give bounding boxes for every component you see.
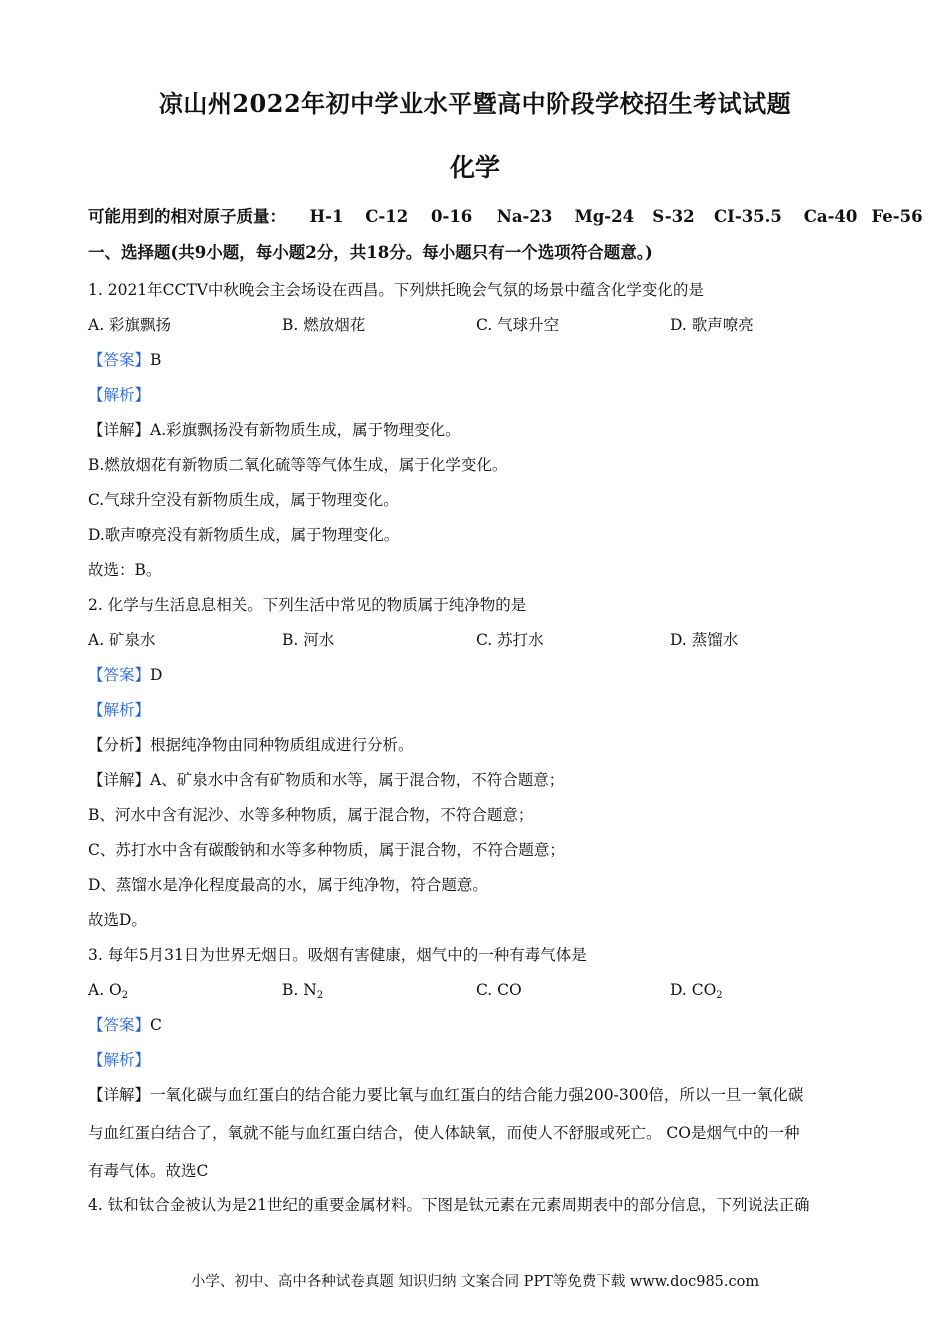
atomic-mass-item: Ca-40 [803,207,858,226]
section-heading: 一、选择题(共9小题，每小题2分，共18分。每小题只有一个选项符合题意。) [88,243,653,262]
q2-analysis [88,735,868,755]
q2-detail-c: C、苏打水中含有碳酸钠和水等多种物质，属于混合物，不符合题意； [88,841,565,859]
q2-detail-d: D、蒸馏水是净化程度最高的水，属于纯净物，符合题意。 [88,876,488,894]
q1-answer [88,350,868,370]
q3-answer [88,1015,868,1035]
question-3-stem: 3. 每年5月31日为世界无烟日。吸烟有害健康，烟气中的一种有毒气体是 [88,946,587,964]
q2-detail-b: B、河水中含有泥沙、水等多种物质，属于混合物，不符合题意； [88,806,534,824]
q2-option-a: A. 矿泉水 [88,631,156,649]
question-4-stem: 4. 钛和钛合金被认为是21世纪的重要金属材料。下图是钛元素在元素周期表中的部分信息，下列说法正确 [88,1196,810,1214]
atomic-mass-item: CI-35.5 [714,207,782,226]
detail-text: 一氧化碳与血红蛋白的结合能力要比氧与血红蛋白的结合能力强200-300倍，所以一旦一氧化碳 [150,1086,804,1104]
option-text: A. O [88,981,122,999]
question-1-stem: 1. 2021年CCTV中秋晚会主会场设在西昌。下列烘托晚会气氛的场景中蕴含化学变化的是 [88,281,704,299]
detail-tag: 【详解】 [88,771,151,789]
q1-detail-b: B.燃放烟花有新物质二氧化硫等等气体生成，属于化学变化。 [88,456,508,474]
q3-detail-3: 有毒气体。故选C [88,1162,209,1180]
answer-value: C [150,1016,162,1034]
q1-option-c: C. 气球升空 [476,316,560,334]
q2-detail-a [88,770,868,790]
answer-tag: 【答案】 [88,351,151,369]
atomic-mass-item: Na-23 [496,207,553,226]
subscript: 2 [121,990,129,1001]
subject-title: 化学 [449,153,500,182]
answer-tag: 【答案】 [88,1016,151,1034]
q1-option-d: D. 歌声嘹亮 [670,316,754,334]
q2-option-c: C. 苏打水 [476,631,544,649]
analysis-head: 【分析】 [88,736,151,754]
q2-conclusion: 故选D。 [88,911,147,929]
atomic-mass-item: H-1 [309,207,344,226]
q1-detail-a [88,420,868,440]
q1-conclusion: 故选：B。 [88,561,162,579]
atomic-mass-item: C-12 [365,207,409,226]
analysis-text: 根据纯净物由同种物质组成进行分析。 [150,736,414,754]
detail-text: A.彩旗飘扬没有新物质生成，属于物理变化。 [150,421,461,439]
detail-tag: 【详解】 [88,1086,151,1104]
atomic-mass-item: Fe-56 [871,207,923,226]
q1-detail-c: C.气球升空没有新物质生成，属于物理变化。 [88,491,399,509]
q2-analysis-tag: 【解析】 [88,701,151,719]
atomic-mass-row [88,207,923,227]
question-2-stem: 2. 化学与生活息息相关。下列生活中常见的物质属于纯净物的是 [88,596,527,614]
subscript: 2 [716,990,723,1001]
q3-option-d [670,980,723,1006]
atomic-mass-item: Mg-24 [574,207,635,226]
q3-option-a [88,980,128,1006]
q1-option-a: A. 彩旗飘扬 [88,316,172,334]
detail-text: A、矿泉水中含有矿物质和水等，属于混合物，不符合题意； [150,771,565,789]
q1-option-b: B. 燃放烟花 [282,316,366,334]
subscript: 2 [316,990,324,1001]
q2-answer [88,665,868,685]
q3-detail-1 [88,1085,868,1105]
detail-tag: 【详解】 [88,421,151,439]
q3-option-c [476,980,522,1006]
q3-analysis-tag: 【解析】 [88,1051,151,1069]
option-text: B. N [282,981,317,999]
q2-option-d: D. 蒸馏水 [670,631,739,649]
atomic-mass-item: S-32 [652,207,695,226]
q2-option-b: B. 河水 [282,631,335,649]
atomic-mass-label: 可能用到的相对原子质量： [88,207,286,226]
answer-tag: 【答案】 [88,666,151,684]
exam-title: 凉山州2022年初中学业水平暨高中阶段学校招生考试试题 [158,89,792,118]
option-text: D. CO [670,981,717,999]
answer-value: B [150,351,162,369]
q1-detail-d: D.歌声嘹亮没有新物质生成，属于物理变化。 [88,526,400,544]
atomic-mass-item: 0-16 [431,207,473,226]
q3-option-b [282,980,323,1006]
q1-analysis-tag: 【解析】 [88,386,151,404]
q3-detail-2: 与血红蛋白结合了，氧就不能与血红蛋白结合，使人体缺氧，而使人不舒服或死亡。 CO是烟气中的一种 [88,1124,800,1142]
option-text: C. CO [476,981,522,999]
answer-value: D [150,666,163,684]
page-footer: 小学、初中、高中各种试卷真题 知识归纳 文案合同 PPT等免费下载 www.doc985.com [190,1274,760,1290]
